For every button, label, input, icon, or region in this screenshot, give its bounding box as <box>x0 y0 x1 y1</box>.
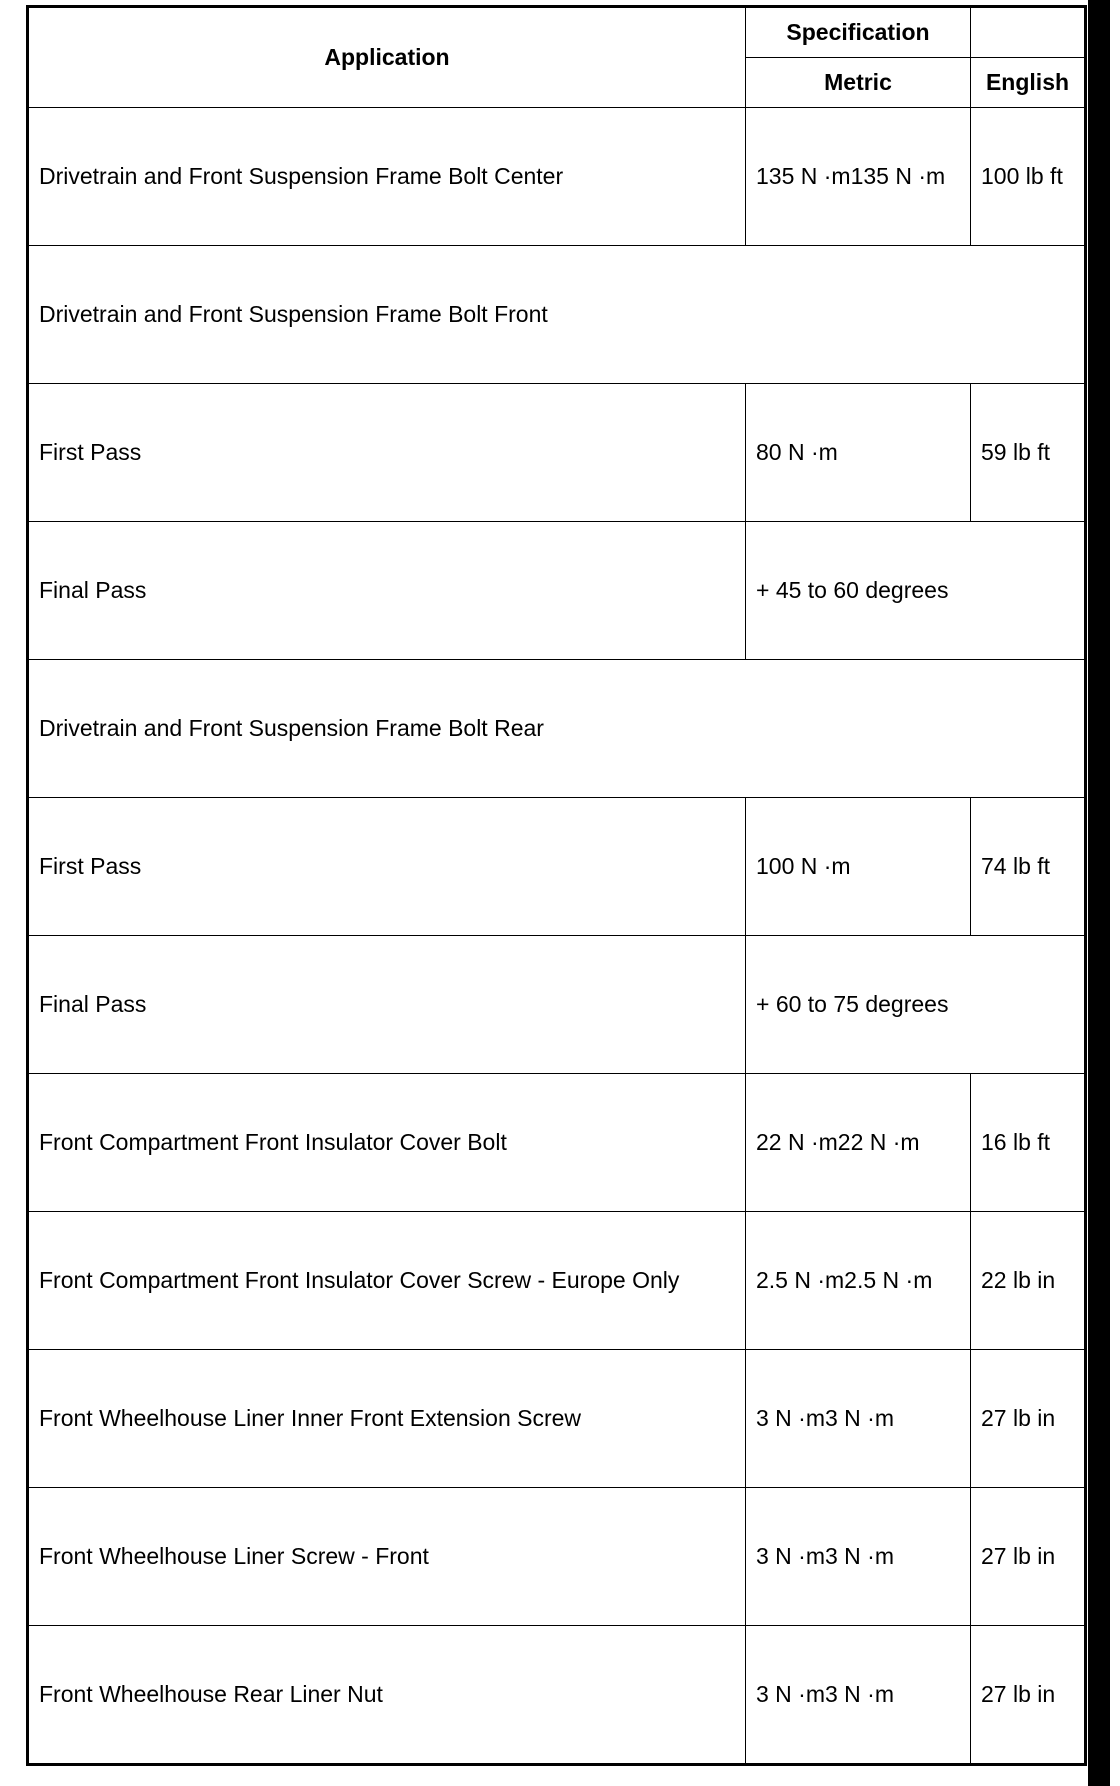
page-edge-bar <box>1088 0 1110 1786</box>
application-cell: Front Compartment Front Insulator Cover Screw - Europe Only <box>28 1212 746 1350</box>
table-row <box>28 522 1086 660</box>
metric-cell: 3 N ·m3 N ·m <box>746 1350 971 1488</box>
application-text: Final Pass <box>39 577 147 603</box>
table-row-group <box>28 660 1086 798</box>
english-cell: 16 lb ft <box>971 1074 1086 1212</box>
metric-cell: 2.5 N ·m2.5 N ·m <box>746 1212 971 1350</box>
metric-cell: 3 N ·m3 N ·m <box>746 1626 971 1765</box>
english-header: English <box>971 58 1086 108</box>
metric-span-cell: + 45 to 60 degrees <box>746 522 1086 660</box>
english-cell: 27 lb in <box>971 1350 1086 1488</box>
group-heading-cell: Drivetrain and Front Suspension Frame Bolt Rear <box>28 660 1086 798</box>
metric-cell: 22 N ·m22 N ·m <box>746 1074 971 1212</box>
english-cell: 74 lb ft <box>971 798 1086 936</box>
specification-header: Specification <box>746 7 971 58</box>
application-cell <box>28 108 746 246</box>
metric-cell: 3 N ·m3 N ·m <box>746 1488 971 1626</box>
table-row <box>28 798 1086 936</box>
english-cell: 27 lb in <box>971 1626 1086 1765</box>
application-cell <box>28 798 746 936</box>
application-cell: Front Wheelhouse Liner Screw - Front <box>28 1488 746 1626</box>
metric-cell: 80 N ·m <box>746 384 971 522</box>
application-cell: Front Wheelhouse Liner Inner Front Extension Screw <box>28 1350 746 1488</box>
application-cell <box>28 384 746 522</box>
application-cell: Front Compartment Front Insulator Cover Bolt <box>28 1074 746 1212</box>
metric-header: Metric <box>746 58 971 108</box>
english-cell: 27 lb in <box>971 1488 1086 1626</box>
application-cell <box>28 522 746 660</box>
application-text: First Pass <box>39 439 142 465</box>
table-row <box>28 936 1086 1074</box>
application-cell <box>28 936 746 1074</box>
specification-header-empty <box>971 7 1086 58</box>
metric-span-cell: + 60 to 75 degrees <box>746 936 1086 1074</box>
metric-cell: 100 N ·m <box>746 798 971 936</box>
table-row <box>28 108 1086 246</box>
table-row-group <box>28 246 1086 384</box>
table-row <box>28 1626 1086 1765</box>
table-row <box>28 1212 1086 1350</box>
english-cell: 22 lb in <box>971 1212 1086 1350</box>
table-row <box>28 384 1086 522</box>
application-cell: Front Wheelhouse Rear Liner Nut <box>28 1626 746 1765</box>
english-cell: 100 lb ft <box>971 108 1086 246</box>
table-row <box>28 1488 1086 1626</box>
application-text: First Pass <box>39 853 142 879</box>
table-row <box>28 1074 1086 1212</box>
application-text: Final Pass <box>39 991 147 1017</box>
application-header: Application <box>28 7 746 108</box>
application-text: Drivetrain and Front Suspension Frame Bolt Center <box>39 163 564 189</box>
group-heading-cell: Drivetrain and Front Suspension Frame Bolt Front <box>28 246 1086 384</box>
torque-spec-table <box>26 5 1087 1766</box>
english-cell: 59 lb ft <box>971 384 1086 522</box>
table-row <box>28 1350 1086 1488</box>
metric-cell: 135 N ·m135 N ·m <box>746 108 971 246</box>
